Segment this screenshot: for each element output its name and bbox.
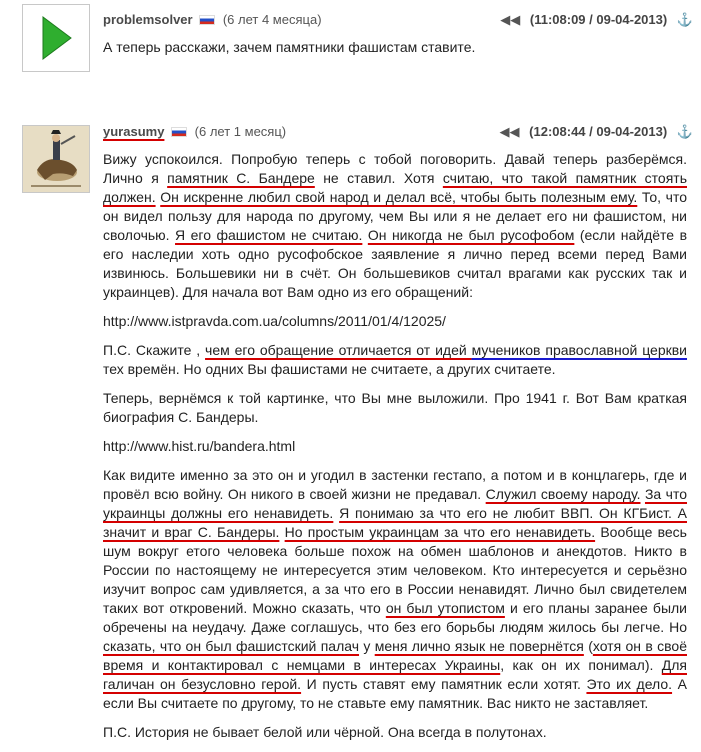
text-segment: (: [583, 638, 593, 654]
russia-flag-icon: [171, 127, 187, 137]
post-meta: [494, 124, 693, 140]
highlighted-phrase: он был утопистом: [385, 600, 505, 616]
post-paragraph: А теперь расскажи, зачем памятники фашистам ставите.: [103, 39, 476, 55]
timestamp[interactable]: (11:08:09 / 09-04-2013): [529, 12, 668, 27]
post-header: [103, 124, 693, 144]
avatar[interactable]: [22, 4, 90, 72]
post-paragraph: [103, 466, 687, 713]
timestamp[interactable]: (12:08:44 / 09-04-2013): [529, 124, 668, 139]
post-text: [103, 150, 687, 752]
highlighted-phrase: Служил своему народу.: [485, 486, 641, 502]
text-segment: Как видите именно за это он и угодил в застенки гестапо, а потом и в концлагерь, где и провёл всю войну. Он никого в своей жизни не предавал.: [103, 467, 687, 502]
account-age: (6 лет 4 месяца): [222, 12, 322, 27]
text-segment: у: [359, 638, 375, 654]
anchor-icon[interactable]: ⚓: [676, 12, 693, 27]
link[interactable]: http://www.hist.ru/bandera.html: [103, 438, 296, 454]
text-segment: И пусть ставят ему памятник если хотят.: [301, 676, 587, 692]
post-meta: [494, 12, 693, 28]
avatar[interactable]: [22, 125, 90, 193]
highlighted-phrase: Но простым украинцам за что его ненавидеть.: [284, 524, 596, 540]
highlighted-phrase: чем его обращение отличается от идей: [205, 342, 472, 358]
post-text: [103, 38, 687, 67]
highlighted-phrase: меня лично язык не повернётся: [374, 638, 584, 654]
post-header: [103, 12, 693, 32]
username[interactable]: problemsolver: [103, 12, 193, 27]
anchor-icon[interactable]: ⚓: [676, 124, 693, 139]
post-paragraph: [103, 150, 687, 302]
highlighted-phrase: За что украинцы должны его ненавидеть.: [103, 486, 688, 521]
text-segment: А если Вы считаете по другому, то не ставьте ему памятник. Вас никто не заставляет.: [103, 676, 687, 711]
reply-arrows-icon[interactable]: ◀◀: [499, 124, 520, 139]
post-paragraph: Теперь, вернёмся к той картинке, что Вы мне выложили. Про 1941 г. Вот Вам краткая биография С. Бандеры.: [103, 390, 687, 425]
highlighted-phrase: Он искренне любил свой народ и делал всё, чтобы быть полезным ему.: [160, 189, 638, 205]
text-segment: Вижу успокоился. Попробую теперь с тобой поговорить. Давай теперь разберёмся. Лично я: [103, 151, 687, 186]
highlighted-phrase: хотя он в своё время и контактировал с немцами в интересах Украины: [103, 638, 687, 673]
post-paragraph: П.С. История не бывает белой или чёрной. Она всегда в полутонах.: [103, 724, 547, 740]
text-segment: (если найдёте в его наследии хоть одно русофобское заявление я лично перед всеми перед Вами извинюсь. Большевики ни в счёт. Он большевиков считал врагами как русских так и украинцев). Для начала вот Вам одно из его обращений:: [103, 227, 688, 300]
highlighted-phrase: Он никогда не был русофобом: [367, 227, 575, 243]
highlighted-phrase: памятник С. Бандере: [167, 170, 315, 186]
text-segment: тех времён. Но одних Вы фашистами не считаете, а других считаете.: [103, 361, 556, 377]
highlighted-phrase: Это их дело.: [586, 676, 673, 692]
horseman-avatar-icon: [23, 126, 89, 192]
account-age: (6 лет 1 месяц): [194, 124, 287, 139]
text-segment: П.С. Скажите ,: [103, 342, 206, 358]
username[interactable]: yurasumy: [103, 124, 165, 139]
highlighted-phrase: Я его фашистом не считаю.: [175, 227, 363, 243]
highlighted-phrase: сказать, что он был фашистский палач: [103, 638, 360, 654]
highlighted-phrase: мучеников православной церкви: [471, 342, 688, 358]
reply-arrows-icon[interactable]: ◀◀: [500, 12, 521, 27]
text-segment: не ставил. Хотя: [314, 170, 443, 186]
highlighted-phrase: Я понимаю за что его не любит ВВП. Он КГБист. А значит и враг С. Бандеры.: [103, 505, 687, 540]
highlighted-phrase: считаю, что такой памятник стоять должен.: [103, 170, 687, 205]
text-segment: , как он их понимал).: [500, 657, 662, 673]
highlighted-phrase: Для галичан он безусловно герой.: [103, 657, 687, 692]
post-problemsolver: [0, 0, 701, 90]
text-segment: Вообще весь шум вокруг етого человека больше похож на обмен шаблонов и анекдотов. Никто в России по настоящему не интересуется этим человеком. Кто интересуется и серьёзно изучит вопрос сам удивляется, а за что его в России ненавидят. Лично был свидетелем таких вот откровений. Можно сказать, что: [103, 524, 687, 616]
text-segment: То, что он видел пользу для народа по другому, чем Вы или я не делает его ни фашистом, ни сволочью.: [103, 189, 688, 243]
russia-flag-icon: [199, 15, 215, 25]
green-play-avatar-icon: [23, 5, 89, 71]
link[interactable]: http://www.istpravda.com.ua/columns/2011/01/4/12025/: [103, 313, 446, 329]
text-segment: и его планы заранее были обречены на неудачу. Даже соглашусь, что без его борьбы людям жилось бы легче. Но: [103, 600, 688, 635]
post-paragraph: [103, 341, 687, 379]
